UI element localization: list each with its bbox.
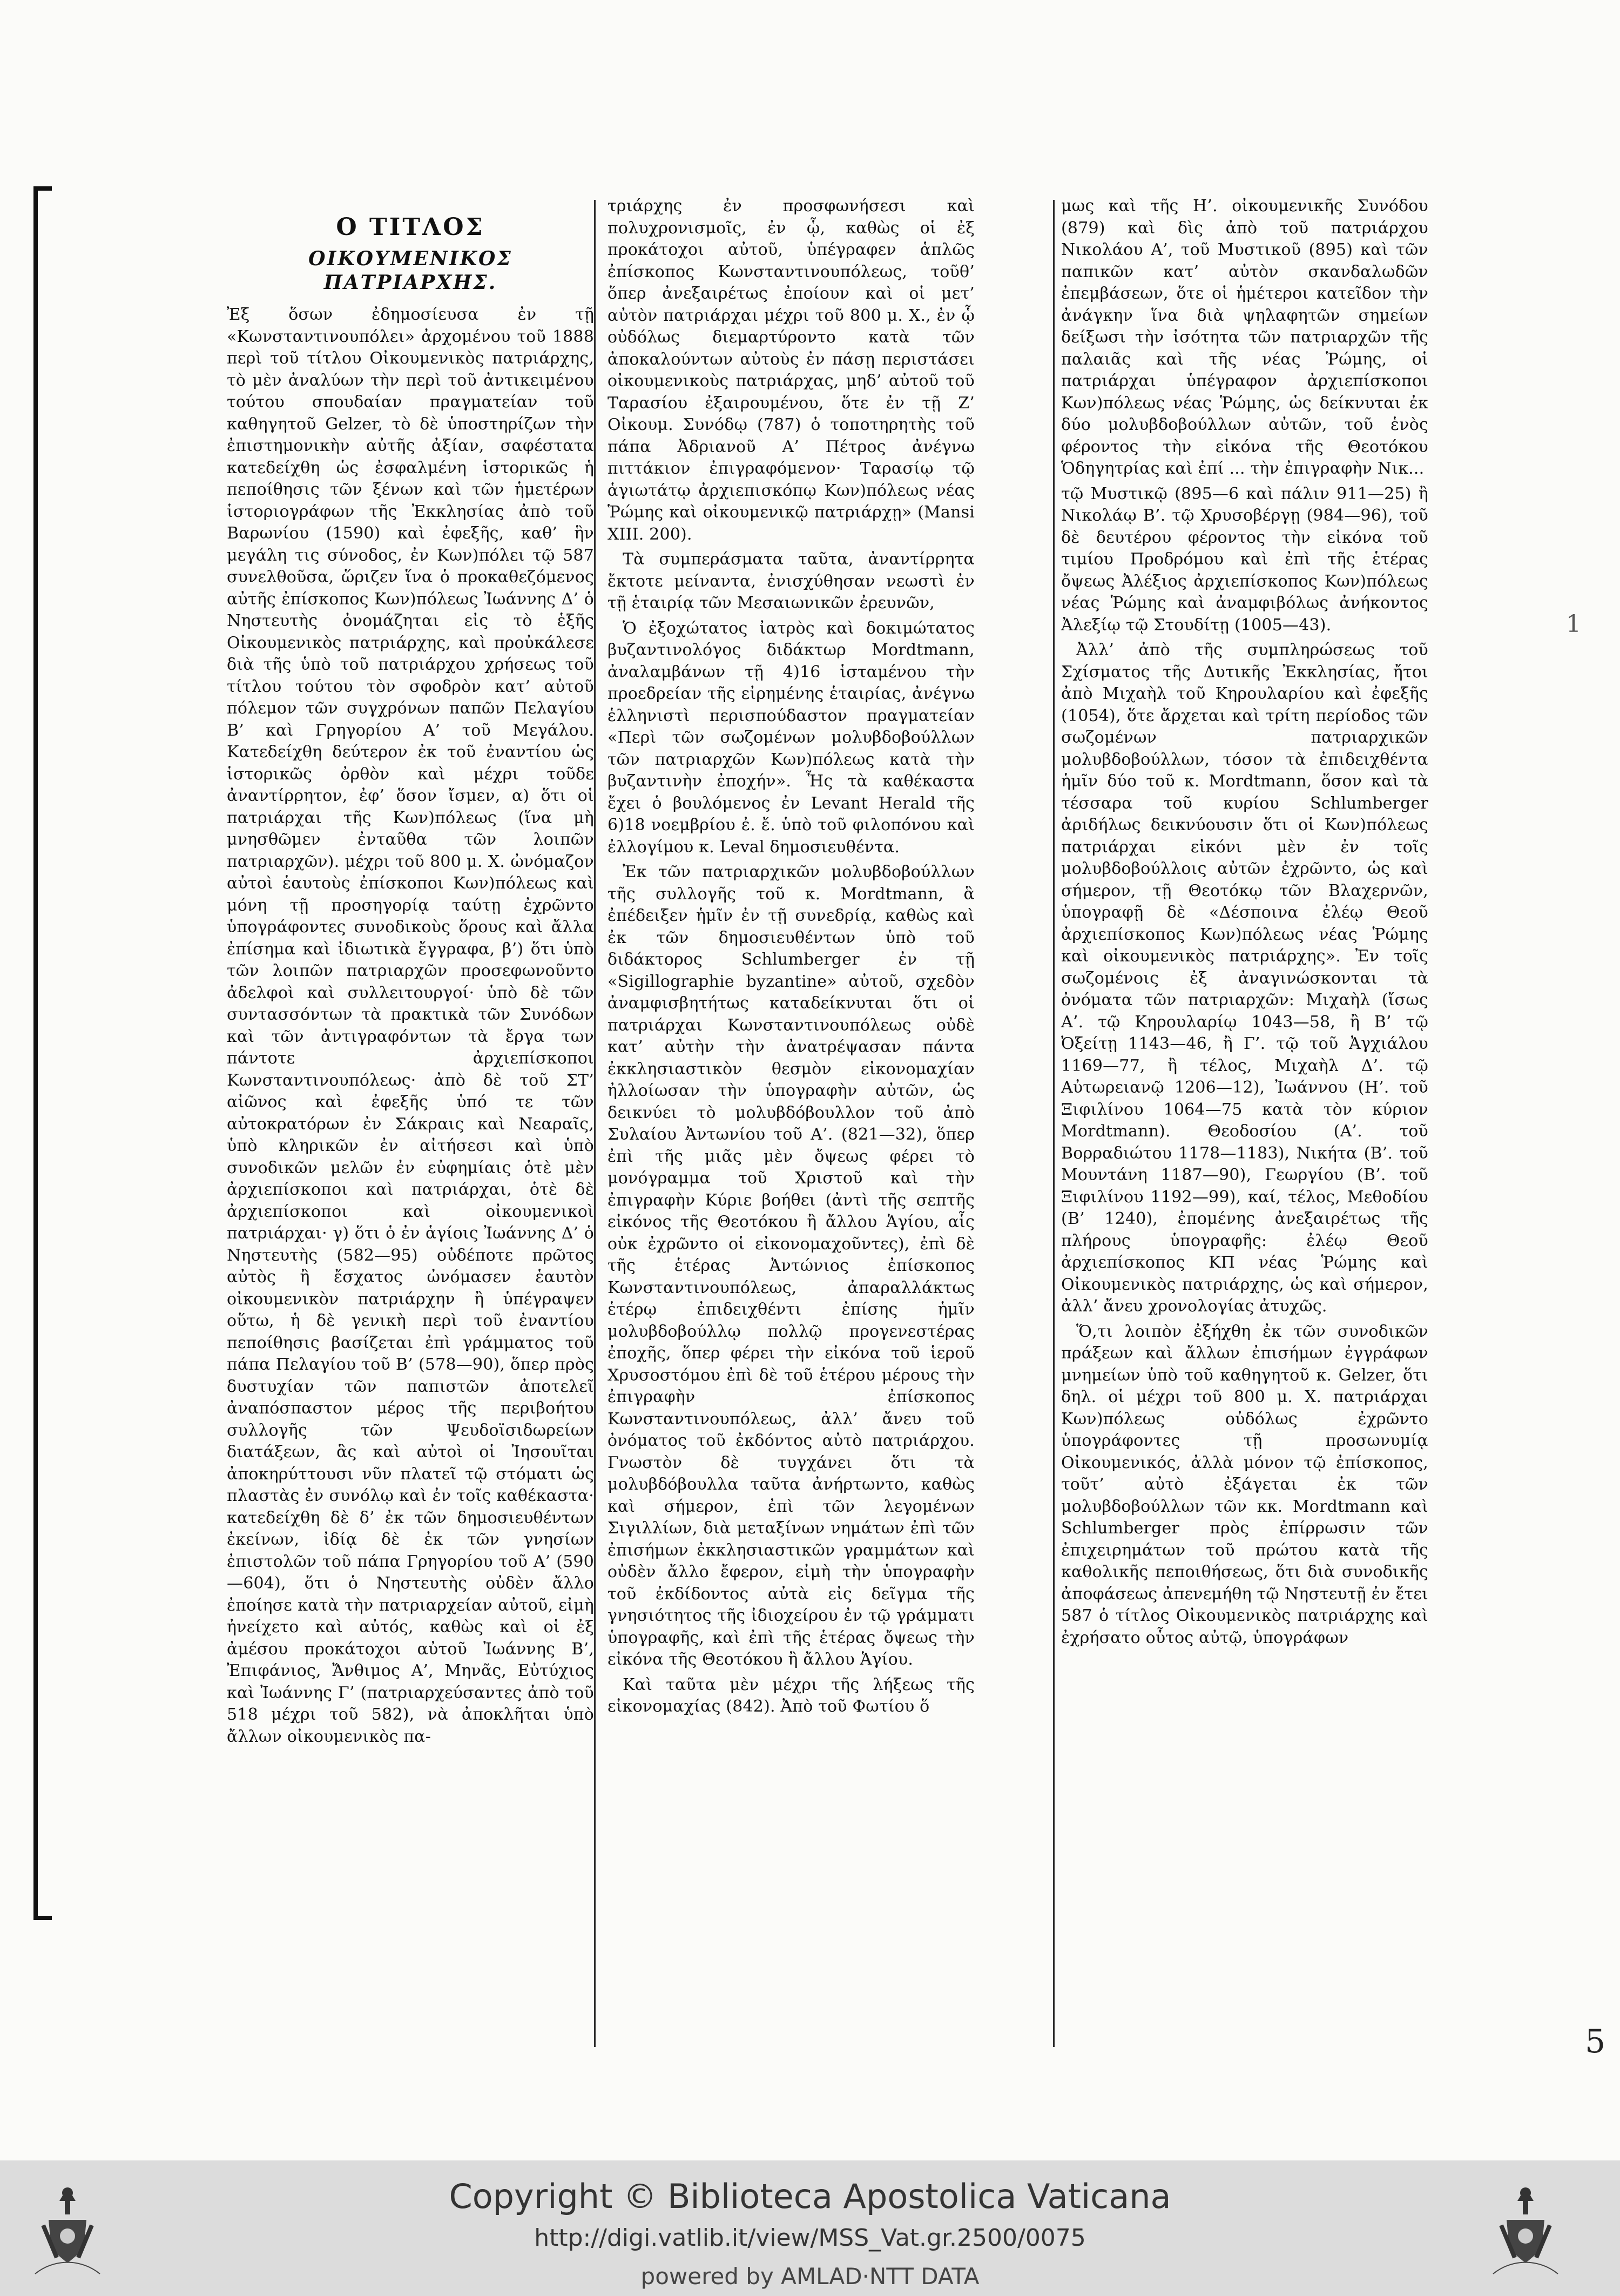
paragraph: Τὰ συμπεράσματα ταῦτα, ἀναντίρρητα ἔκτοτε μείναντα, ἐνισχύθησαν νεωστὶ ἐν τῇ ἑταιρίᾳ τῶν Μεσαιωνικῶν ἐρευνῶν, <box>608 550 975 612</box>
paragraph: Καὶ ταῦτα μὲν μέχρι τῆς λήξεως τῆς εἰκονομαχίας (842). Ἀπὸ τοῦ Φωτίου ὅ <box>608 1675 975 1716</box>
column-divider <box>1053 200 1055 2047</box>
column-divider <box>594 200 596 2047</box>
page-number: 5 <box>1585 2023 1606 2061</box>
margin-bracket <box>32 186 54 1920</box>
footer-url[interactable]: http://digi.vatlib.it/view/MSS_Vat.gr.2500/0075 <box>534 2224 1086 2252</box>
text-column-2 <box>608 196 975 1721</box>
paragraph: Ἀλλ’ ἀπὸ τῆς συμπληρώσεως τοῦ Σχίσματος τῆς Δυτικῆς Ἐκκλησίας, ἤτοι ἀπὸ Μιχαὴλ τοῦ Κηρουλαρίου καὶ ἐφεξῆς (1054), ὅτε ἄρχεται καὶ τρίτη περίοδος τῶν σωζομένων πατριαρχικῶν μολυβδοβούλλων, τόσον τὰ ἐπιδειχθέντα ἡμῖν δύο τοῦ κ. Mordtmann, ὅσον καὶ τὰ τέσσαρα τοῦ κυρίου Schlumberger ἀριδήλως δεικνύουσιν ὅτι οἱ Κων)πόλεως πατριάρχαι εἰκόνι μὲν ἐν τοῖς μολυβδοβούλλοις αὐτῶν ἐχρῶντο, ὡς καὶ σήμερον, τῇ Θεοτόκῳ τῶν Βλαχερνῶν, ὑπογραφῇ δὲ «Δέσποινα ἐλέῳ Θεοῦ ἀρχιεπίσκοπος Κων)πόλεως νέας Ῥώμης καὶ οἰκουμενικὸς πατριάρχης». Ἐν τοῖς σωζομένοις ἐξ ἀναγινώσκονται τὰ ὀνόματα τῶν πατριαρχῶν: Μιχαὴλ (ἴσως Α’. τῷ Κηρουλαρίῳ 1043—58, ἢ Β’ τῷ Ὀξείτῃ 1143—46, ἢ Γ’. τῷ τοῦ Ἀγχιάλου 1169—77, ἢ τέλος, Μιχαὴλ Δ’. τῷ Αὐτωρειανῷ 1206—12), Ἰωάννου (Η’. τοῦ Ξιφιλίνου 1064—75 κατὰ τὸν κύριον Mordtmann). Θεοδοσίου (Α’. τοῦ Βορραδιώτου 1178—1183), Νικήτα (Β’. τοῦ Μουντάνη 1187—90), Γεωργίου (Β’. τοῦ Ξιφιλίνου 1192—99), καί, τέλος, Μεθοδίου (Β’ 1240), ἐπομένης ἀνεξαιρέτως τῆς πλήρους ὑπογραφῆς: ἐλέῳ Θεοῦ ἀρχιεπίσκοπος ΚΠ νέας Ῥώμης καὶ Οἰκουμενικὸς πατριάρχης, ὡς καὶ σήμερον, ἀλλ’ ἄνευ χρονολογίας ἀτυχῶς. <box>1061 641 1428 1316</box>
paragraph: Ὁ ἐξοχώτατος ἰατρὸς καὶ δοκιμώτατος βυζαντινολόγος διδάκτωρ Mordtmann, ἀναλαμβάνων τῇ 4)16 ἱσταμένου τὴν προεδρείαν τῆς εἰρημένης ἑταιρίας, ἀνέγνω ἑλληνιστὶ περισπούδαστον πραγματείαν «Περὶ τῶν σωζομένων μολυβδοβούλλων τῶν πατριαρχῶν Κων)πόλεως κατὰ τὴν βυζαντινὴν ἐποχήν». Ἧς τὰ καθέκαστα ἔχει ὁ βουλόμενος ἐν Levant Herald τῆς 6)18 νοεμβρίου ἐ. ἔ. ὑπὸ τοῦ φιλοπόνου καὶ ἐλλογίμου κ. Leval δημοσιευθέντα. <box>608 618 975 857</box>
footer-powered-by: powered by AMLAD·NTT DATA <box>640 2263 980 2290</box>
text-column-3 <box>1061 196 1428 1652</box>
paragraph: Ὅ,τι λοιπὸν ἐξήχθη ἐκ τῶν συνοδικῶν πράξεων καὶ ἄλλων ἐπισήμων ἐγγράφων μνημείων ὑπὸ τοῦ καθηγητοῦ κ. Gelzer, ὅτι δηλ. οἱ μέχρι τοῦ 800 μ. Χ. πατριάρχαι Κων)πόλεως οὐδόλως ἐχρῶντο ὑπογράφοντες τῇ προσωνυμίᾳ Οἰκουμενικός, ἀλλὰ μόνον τῷ ἐπίσκοπος, τοῦτ’ αὐτὸ ἐξάγεται ἐκ τῶν μολυβδοβούλλων τῶν κκ. Mordtmann καὶ Schlumberger πρὸς ἐπίρρωσιν τῶν ἐπιχειρημάτων τοῦ πρώτου κατὰ τῆς καθολικῆς πεποιθήσεως, ὅτι διὰ συνοδικῆς ἀποφάσεως ἀπενεμήθη τῷ Νηστευτῇ ἐν ἔτει 587 ὁ τίτλος Οἰκουμενικὸς πατριάρχης καὶ ἐχρήσατο οὗτος αὐτῷ, ὑπογράφων <box>1061 1322 1428 1647</box>
paragraph: Ἐκ τῶν πατριαρχικῶν μολυβδοβούλλων τῆς συλλογῆς τοῦ κ. Mordtmann, ἃ ἐπέδειξεν ἡμῖν ἐν τῇ συνεδρίᾳ, καθὼς καὶ ἐκ τῶν δημοσιευθέντων ὑπὸ τοῦ διδάκτορος Schlumberger ἐν τῇ «Sigillographie byzantine» αὐτοῦ, σχεδὸν ἀναμφισβητήτως καταδείκνυται ὅτι οἱ πατριάρχαι Κωνσταντινουπόλεως οὐδὲ κατ’ αὐτὴν τὴν ἀνατρέψασαν πάντα ἐκκλησιαστικὸν θεσμὸν εἰκονομαχίαν ἠλλοίωσαν τὴν ὑπογραφὴν αὐτῶν, ὡς δεικνύει τὸ μολυβδόβουλλον τοῦ ἀπὸ Συλαίου Ἀντωνίου τοῦ Α’. (821—32), ὅπερ ἐπὶ τῆς μιᾶς μὲν ὄψεως φέρει τὸ μονόγραμμα τοῦ Χριστοῦ καὶ τὴν ἐπιγραφὴν Κύριε βοήθει (ἀντὶ τῆς σεπτῆς εἰκόνος τῆς Θεοτόκου ἢ ἄλλου Ἁγίου, αἷς οὐκ ἐχρῶντο οἱ εἰκονομαχοῦντες), ἐπὶ δὲ τῆς ἑτέρας Ἀντώνιος ἐπίσκοπος Κωνσταντινουπόλεως, ἀπαραλλάκτως ἑτέρῳ ἐπιδειχθέντι ἐπίσης ἡμῖν μολυβδοβούλλῳ πολλῷ προγενεστέρας ἐποχῆς, ὅπερ φέρει τὴν εἰκόνα τοῦ ἱεροῦ Χρυσοστόμου ἐπὶ δὲ τοῦ ἑτέρου μέρους τὴν ἐπιγραφὴν ἐπίσκοπος Κωνσταντινουπόλεως, ἀλλ’ ἄνευ τοῦ ὀνόματος τοῦ ἐκδόντος αὐτὸ πατριάρχου. Γνωστὸν δὲ τυγχάνει ὅτι τὰ μολυβδόβουλλα ταῦτα ἀνήρτωντο, καθὼς καὶ σήμερον, ἐπὶ τῶν λεγομένων Σιγιλλίων, διὰ μεταξίνων νημάτων ἐπὶ τῶν ἐπισήμων ἐκκλησιαστικῶν γραμμάτων καὶ οὐδὲν ἄλλο ἔφερον, εἰμὴ τὴν ὑπογραφὴν τοῦ ἐκδίδοντος αὐτὰ εἰς δεῖγμα τῆς γνησιότητος τῆς ἰδιοχείρου ἐν τῷ γράμματι ὑπογραφῆς, καὶ ἐπὶ τῆς ἑτέρας ὄψεως τὴν εἰκόνα τῆς Θεοτόκου ἢ ἄλλου Ἁγίου. <box>608 863 975 1669</box>
paragraph: τῷ Μυστικῷ (895—6 καὶ πάλιν 911—25) ἢ Νικολάῳ Β’. τῷ Χρυσοβέργῃ (984—96), τοῦ δὲ δευτέρου φέροντος τὴν εἰκόνα τοῦ τιμίου Προδρόμου καὶ ἐπὶ τῆς ἑτέρας ὄψεως Ἀλέξιος ἀρχιεπίσκοπος Κων)πόλεως νέας Ῥώμης καὶ ἀναμφιβόλως ἀνήκοντος Ἀλεξίῳ τῷ Στουδίτῃ (1005—43). <box>1061 484 1428 635</box>
footer-copyright: Copyright © Biblioteca Apostolica Vaticana <box>449 2177 1171 2216</box>
article-title: Ο ΤΙΤΛΟΣ <box>336 213 485 241</box>
text-column-1 <box>227 213 594 1751</box>
paragraph: τριάρχης ἐν προσφωνήσεσι καὶ πολυχρονισμοῖς, ἐν ᾧ, καθὼς οἱ ἐξ προκάτοχοι αὐτοῦ, ὑπέγραφεν ἁπλῶς ἐπίσκοπος Κωνσταντινουπόλεως, τοῦθ’ ὅπερ ἀνεξαιρέτως ἐποίουν καὶ οἱ μετ’ αὐτὸν πατριάρχαι μέχρι τοῦ 800 μ. Χ., ἐν ᾧ οὐδόλως διεμαρτύροντο κατὰ τῶν ἀποκαλούντων αὐτοὺς ἐν πάσῃ περιστάσει οἰκουμενικοὺς πατριάρχας, μηδ’ αὐτοῦ τοῦ Ταρασίου ἐξαιρουμένου, ὅτε ἐν τῇ Ζ’ Οἰκουμ. Συνόδῳ (787) ὁ τοποτηρητὴς τοῦ πάπα Ἀδριανοῦ Α’ Πέτρος ἀνέγνω πιττάκιον ἐπιγραφόμενον· Ταρασίῳ τῷ ἁγιωτάτῳ ἀρχιεπισκόπῳ Κων)πόλεως νέας Ῥώμης καὶ οἰκουμενικῷ πατριάρχῃ» (Mansi XIII. 200). <box>608 197 975 544</box>
paragraph: μως καὶ τῆς Η’. οἰκουμενικῆς Συνόδου (879) καὶ δὶς ἀπὸ τοῦ πατριάρχου Νικολάου Α’, τοῦ Μυστικοῦ (895) καὶ τῶν παπικῶν κατ’ αὐτὸν σκανδαλωδῶν ἐπεμβάσεων, ὅτε οἱ ἡμέτεροι κατεῖδον τὴν ἀνάγκην ἵνα διὰ ψηλαφητῶν σημείων δείξωσι τὴν ἰσότητα τῶν πατριαρχῶν τῆς παλαιᾶς καὶ τῆς νέας Ῥώμης, οἱ πατριάρχαι ὑπέγραφον ἀρχιεπίσκοποι Κων)πόλεως νέας Ῥώμης, ὡς δείκνυται ἐκ δύο μολυβδοβούλλων αὐτῶν, τοῦ ἑνὸς φέροντος τὴν εἰκόνα τῆς Θεοτόκου Ὁδηγητρίας καὶ ἐπί ... τὴν ἐπιγραφὴν Νικ... <box>1061 197 1428 478</box>
margin-annotation: 1 <box>1566 610 1581 638</box>
paragraph: Ἐξ ὅσων ἐδημοσίευσα ἐν τῇ «Κωνσταντινουπόλει» ἀρχομένου τοῦ 1888 περὶ τοῦ τίτλου Οἰκουμενικὸς πατριάρχης, τὸ μὲν ἀναλύων τὴν περὶ τοῦ ἀντικειμένου τούτου σπουδαίαν πραγματείαν τοῦ καθηγητοῦ Gelzer, τὸ δὲ ὑποστηρίζων τὴν ἐπιστημονικὴν αὐτῆς ἀξίαν, σαφέστατα κατεδείχθη ὡς ἐσφαλμένη ἱστορικῶς ἡ πεποίθησις τῶν ξένων καὶ τῶν ἡμετέρων ἱστοριογράφων τῆς Ἐκκλησίας ἀπὸ τοῦ Βαρωνίου (1590) καὶ ἐφεξῆς, καθ’ ἣν μεγάλη τις σύνοδος, ἐν Κων)πόλει τῷ 587 συνελθοῦσα, ὥριζεν ἵνα ὁ προκαθεζόμενος αὐτῆς ἐπίσκοπος Κων)πόλεως Ἰωάννης Δ’ ὁ Νηστευτὴς ὀνομάζηται εἰς τὸ ἑξῆς Οἰκουμενικὸς πατριάρχης, καὶ προὐκάλεσε διὰ τῆς ὑπὸ τοῦ πατριάρχου χρήσεως τοῦ τίτλου τούτου τὸν σφοδρὸν κατ’ αὐτοῦ πόλεμον τῶν συγχρόνων παπῶν Πελαγίου Β’ καὶ Γρηγορίου Α’ τοῦ Μεγάλου. Κατεδείχθη δεύτερον ἐκ τοῦ ἐναντίου ὡς ἱστορικῶς ὀρθὸν καὶ μέχρι τοῦδε ἀναντίρρητον, ἐφ’ ὅσον ἴσμεν, α) ὅτι οἱ πατριάρχαι τῆς Κων)πόλεως (ἵνα μὴ μνησθῶμεν ἐνταῦθα τῶν λοιπῶν πατριαρχῶν). μέχρι τοῦ 800 μ. Χ. ὠνόμαζον αὐτοὶ ἑαυτοὺς ἐπίσκοποι Κων)πόλεως καὶ μόνη τῇ προσηγορίᾳ ταύτῃ ἐχρῶντο ὑπογράφοντες συνοδικοὺς ὅρους καὶ ἄλλα ἐπίσημα καὶ ἰδιωτικὰ ἔγγραφα, β’) ὅτι ὑπὸ τῶν λοιπῶν πατριαρχῶν προσεφωνοῦντο ἀδελφοὶ καὶ συλλειτουργοί· ὑπὸ δὲ τῶν συντασσόντων τὰ πρακτικὰ τῶν Συνόδων καὶ τῶν ἀντιγραφόντων τὰ ἔργα των πάντοτε ἀρχιεπίσκοποι Κωνσταντινουπόλεως· ἀπὸ δὲ τοῦ ΣΤ’ αἰῶνος καὶ ἐφεξῆς ὑπό τε τῶν αὐτοκρατόρων ἐν Σάκραις καὶ Νεαραῖς, ὑπὸ κληρικῶν ἐν αἰτήσεσι καὶ ὑπὸ συνοδικῶν μελῶν ἐν εὐφημίαις ὁτὲ μὲν ἀρχιεπίσκοποι καὶ πατριάρχαι, ὁτὲ δὲ ἀρχιεπίσκοποι καὶ οἰκουμενικοὶ πατριάρχαι· γ) ὅτι ὁ ἐν ἁγίοις Ἰωάννης Δ’ ὁ Νηστευτὴς (582—95) οὐδέποτε πρῶτος αὐτὸς ἢ ἔσχατος ὠνόμασεν ἑαυτὸν οἰκουμενικὸν πατριάρχην ἢ ὑπέγραψεν οὕτω, ἡ δὲ γενικὴ περὶ τοῦ ἐναντίου πεποίθησις βασίζεται ἐπὶ γράμματος τοῦ πάπα Πελαγίου τοῦ Β’ (578—90), ὅπερ πρὸς δυστυχίαν τῶν παπιστῶν ἀποτελεῖ ἀναπόσπαστον μέρος τῆς περιβοήτου συλλογῆς τῶν Ψευδοϊσιδωρείων διατάξεων, ἃς καὶ αὐτοὶ οἱ Ἰησουῖται ἀποκηρύττουσι νῦν πλατεῖ τῷ στόματι ὡς πλαστὰς ἐν συνόλῳ καὶ ἐν τοῖς καθέκαστα· κατεδείχθη δὲ δ’ ἐκ τῶν δημοσιευθέντων ἐκείνων, ἰδίᾳ δὲ ἐκ τῶν γνησίων ἐπιστολῶν τοῦ πάπα Γρηγορίου τοῦ Α’ (590—604), ὅτι ὁ Νηστευτὴς οὐδὲν ἄλλο ἐποίησε κατὰ τὴν πατριαρχείαν αὐτοῦ, εἰμὴ ἠνείχετο καὶ αὐτός, καθὼς καὶ οἱ ἐξ ἀμέσου προκάτοχοι αὐτοῦ Ἰωάννης Β’, Ἐπιφάνιος, Ἄνθιμος Α’, Μηνᾶς, Εὐτύχιος καὶ Ἰωάννης Γ’ (πατριαρχεύσαντες ἀπὸ τοῦ 518 μέχρι τοῦ 582), νὰ ἀποκλῆται ὑπὸ ἄλλων οἰκουμενικὸς πα- <box>227 305 594 1746</box>
article-subtitle: ΟΙΚΟΥΜΕΝΙΚΟΣ ΠΑΤΡΙΑΡΧΗΣ. <box>308 247 512 294</box>
